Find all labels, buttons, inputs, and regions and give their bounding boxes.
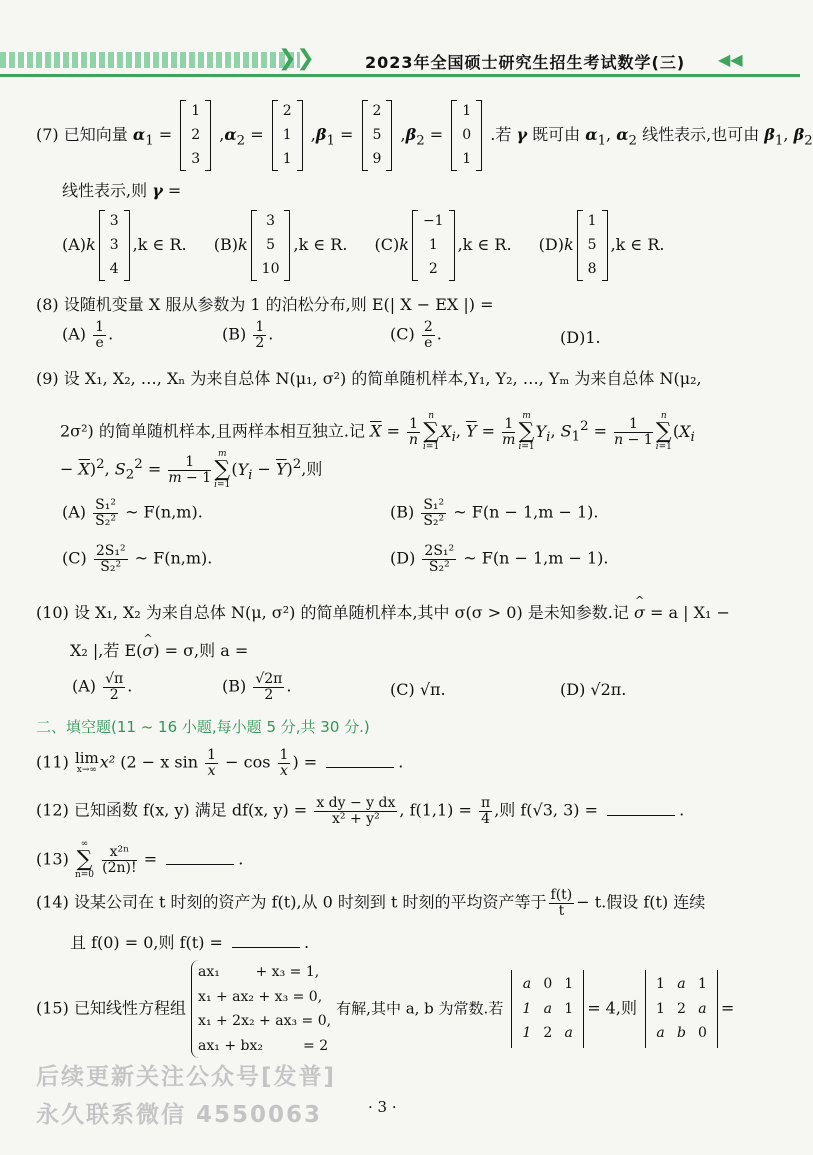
q8-option-a: (A) $\frac{1}{e}$ . xyxy=(62,319,114,351)
answer-blank xyxy=(166,864,234,865)
option-b: (B)k 3 5 10 ,k ∈ R. xyxy=(214,235,348,254)
q10-option-c: (C) √π. xyxy=(390,680,446,699)
question-number: (7) xyxy=(36,125,59,145)
answer-blank xyxy=(232,947,300,948)
triangle-left-icon: ◀◀ xyxy=(718,50,743,69)
option-a: (A)k 3 3 4 ,k ∈ R. xyxy=(62,235,187,254)
question-number: (12) xyxy=(36,800,69,820)
q10-line2: X₂ |,若 E(^ σ) = σ,则 a = xyxy=(70,638,248,661)
question-8 xyxy=(36,292,494,315)
q7-stem-a: 已知向量 xyxy=(63,125,128,145)
equation-system: ax₁ + x₃ = 1, x₁ + ax₂ + x₃ = 0, x₁ + 2x₂ + ax₃ = 0, ax₁ + bx₂ = 2 xyxy=(191,960,331,1058)
section-heading: 二、填空题(11 ~ 16 小题,每小题 5 分,共 30 分.) xyxy=(36,718,370,736)
q9-line3: − $\overline{X})^2$, $S_2^2$ = $\frac{1}{m - 1}$ m ∑ i=1 $(Y_i - \overline{Y})^2$,则 xyxy=(60,449,323,490)
watermark-line2: 永久联系微信 4550063 xyxy=(36,1102,323,1128)
page-title: 2023年全国硕士研究生招生考试数学(三) xyxy=(365,53,686,72)
question-12: (12) 已知函数 f(x, y) 满足 df(x, y) = $\frac{\text{x dy − y dx}}{\text{x² + y²}}$ , f(1,1) = $\frac{\pi}{4}$ ,则 f(√3, 3) = . xyxy=(36,795,685,827)
vector-alpha1: 1 2 3 xyxy=(180,100,211,171)
page-number: · 3 · xyxy=(368,1098,397,1116)
q9-option-a: (A) $\frac{\text{S₁²}}{\text{S₂²}}$ ~ F(n,m). xyxy=(62,497,203,529)
option-d: (D)k 1 5 8 ,k ∈ R. xyxy=(539,235,665,254)
q9-option-d: (D) $\frac{\text{2S₁²}}{\text{S₂²}}$ ~ F(n − 1,m − 1). xyxy=(390,543,609,575)
question-number: (11) xyxy=(36,752,69,772)
vector-alpha2: 2 1 1 xyxy=(272,100,303,171)
question-number: (10) xyxy=(36,603,69,622)
header-stripe xyxy=(0,52,300,68)
answer-blank xyxy=(326,767,394,768)
q7-stem-line2: 线性表示,则 γ = xyxy=(62,181,182,200)
question-number: (13) xyxy=(36,849,69,869)
option-c: (C)k −1 1 2 ,k ∈ R. xyxy=(375,235,512,254)
question-11: (11) lim x→∞ x² (2 − x sin $\frac{1}{x}$ − cos $\frac{1}{x}$ ) = . xyxy=(36,747,404,779)
question-number: (9) xyxy=(36,369,59,388)
determinant-1: a 1 1 0 a 2 1 1 a xyxy=(511,970,584,1048)
determinant-2: 1 1 a a 2 b 1 a 0 xyxy=(645,970,718,1048)
q7-options xyxy=(62,210,665,281)
q8-stem: 设随机变量 X 服从参数为 1 的泊松分布,则 E(| X − EX |) = xyxy=(63,295,494,314)
question-14: (14) 设某公司在 t 时刻的资产为 f(t),从 0 时刻到 t 时刻的平均资产等于 $\frac{f(t)}{t}$ − t.假设 f(t) 连续 xyxy=(36,887,706,919)
q10-option-a: (A) $\frac{√\pi}{2}$ . xyxy=(72,671,133,703)
q8-option-c: (C) $\frac{2}{e}$ . xyxy=(390,319,442,351)
question-9 xyxy=(36,366,702,389)
q9-option-c: (C) $\frac{\text{2S₁²}}{\text{S₂²}}$ ~ F(n,m). xyxy=(62,543,213,575)
q8-option-d: (D)1. xyxy=(560,328,601,347)
q9-line2: 2σ²) 的简单随机样本,且两样本相互独立.记 $\overline{X}$ = $\frac{1}{n}$ n ∑ i=1 $X_i$, $\overline{Y}$ = $\frac{1}{m}$ m ∑ i=1 $Y_i$, $S_1^2$ = $\frac{1}{n - 1}$ n ∑ i=1 ($X_i$ xyxy=(60,411,695,452)
q10-option-d: (D) √2π. xyxy=(560,680,627,699)
question-7: (7) 已知向量 $\alpha_1$ = 1 2 3 $,\alpha_2$ = 2 1 1 $,\beta_1$ = 2 5 9 $,\beta_2$ = 1 0 1 .若 γ 既可由 $\alpha_1$, $\alpha_2$ 线性表示,也可由 $\beta_1$, $\beta_2$ xyxy=(36,100,813,171)
q8-option-b: (B) $\frac{1}{2}$ . xyxy=(222,319,274,351)
question-number: (14) xyxy=(36,892,69,912)
vector-beta2: 1 0 1 xyxy=(451,100,482,171)
q9-option-b: (B) $\frac{\text{S₁²}}{\text{S₂²}}$ ~ F(n − 1,m − 1). xyxy=(390,497,599,529)
chevron-right-icon: ❯❯ xyxy=(278,46,315,71)
q9-line1: 设 X₁, X₂, …, Xₙ 为来自总体 N(μ₁, σ²) 的简单随机样本,Y₁, Y₂, …, Yₘ 为来自总体 N(μ₂, xyxy=(63,369,702,388)
answer-blank xyxy=(607,815,675,816)
q14-line2: 且 f(0) = 0,则 f(t) = . xyxy=(70,933,310,952)
question-10: (10) 设 X₁, X₂ 为来自总体 N(μ, σ²) 的简单随机样本,其中 σ(σ > 0) 是未知参数.记 ^ σ = a | X₁ − xyxy=(36,600,730,623)
watermark-line1: 后续更新关注公众号[发普] xyxy=(36,1064,337,1090)
q10-option-b: (B) $\frac{√2\pi}{2}$ . xyxy=(222,671,292,703)
question-13: (13) ∞ ∑ n=0 $\frac{\text{x²ⁿ}}{(2n)!}$ = . xyxy=(36,839,244,880)
vector-beta1: 2 5 9 xyxy=(362,100,393,171)
question-number: (8) xyxy=(36,295,59,314)
question-number: (15) xyxy=(36,998,69,1018)
question-15: (15) 已知线性方程组 ax₁ + x₃ = 1, x₁ + ax₂ + x₃ = 0, x₁ + 2x₂ + ax₃ = 0, ax₁ + bx₂ = 2 有解,其中 a, b 为常数.若 a 1 1 0 a 2 1 1 a = 4,则 1 1 a a 2 b 1 a 0 = xyxy=(36,960,734,1058)
